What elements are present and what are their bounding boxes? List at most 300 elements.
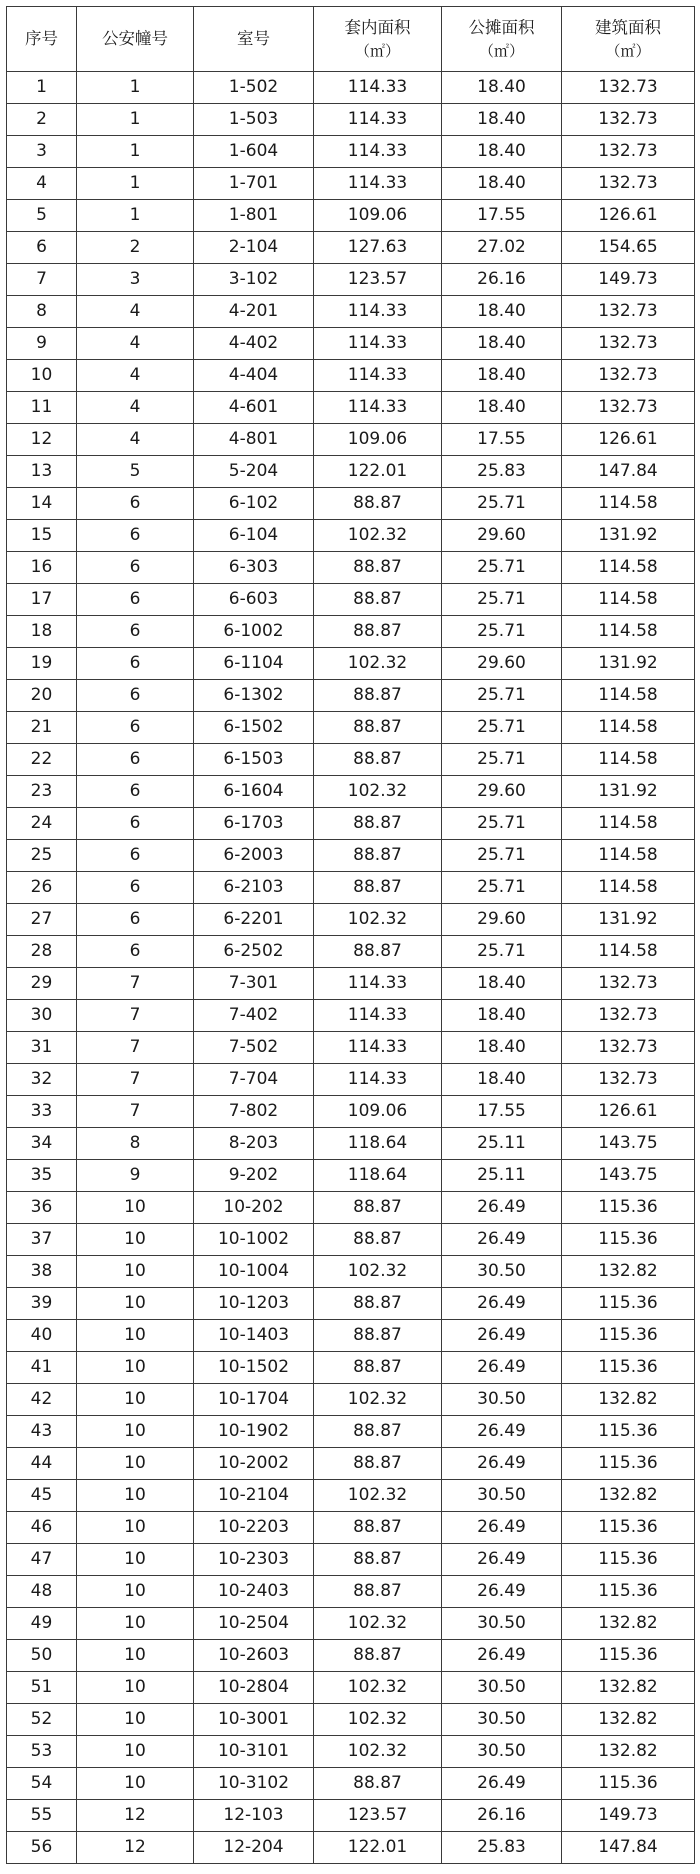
cell-serial-number: 2 — [7, 104, 77, 136]
cell-room-number: 5-204 — [194, 456, 314, 488]
table-row — [7, 584, 695, 616]
cell-room-number: 6-1502 — [194, 712, 314, 744]
cell-serial-number: 24 — [7, 808, 77, 840]
table-row — [7, 168, 695, 200]
cell-inner-area: 114.33 — [314, 392, 442, 424]
cell-serial-number: 3 — [7, 136, 77, 168]
cell-building-number: 12 — [77, 1832, 194, 1864]
cell-building-number: 10 — [77, 1704, 194, 1736]
cell-building-area: 115.36 — [562, 1576, 695, 1608]
cell-building-number: 6 — [77, 776, 194, 808]
table-row — [7, 840, 695, 872]
cell-serial-number: 1 — [7, 72, 77, 104]
cell-shared-area: 26.49 — [442, 1448, 562, 1480]
cell-shared-area: 26.49 — [442, 1352, 562, 1384]
cell-serial-number: 9 — [7, 328, 77, 360]
cell-inner-area: 88.87 — [314, 1448, 442, 1480]
cell-room-number: 7-402 — [194, 1000, 314, 1032]
table-row — [7, 1640, 695, 1672]
cell-building-number: 4 — [77, 328, 194, 360]
cell-building-area: 114.58 — [562, 488, 695, 520]
cell-room-number: 10-2203 — [194, 1512, 314, 1544]
cell-shared-area: 25.71 — [442, 616, 562, 648]
cell-room-number: 4-404 — [194, 360, 314, 392]
header-label: 公安幢号 — [102, 29, 168, 48]
cell-room-number: 4-801 — [194, 424, 314, 456]
cell-shared-area: 26.16 — [442, 264, 562, 296]
cell-inner-area: 118.64 — [314, 1128, 442, 1160]
cell-building-area: 131.92 — [562, 520, 695, 552]
cell-shared-area: 30.50 — [442, 1608, 562, 1640]
cell-serial-number: 36 — [7, 1192, 77, 1224]
cell-shared-area: 17.55 — [442, 424, 562, 456]
cell-serial-number: 52 — [7, 1704, 77, 1736]
cell-inner-area: 88.87 — [314, 1640, 442, 1672]
cell-inner-area: 122.01 — [314, 1832, 442, 1864]
header-shared-area — [442, 7, 562, 72]
cell-shared-area: 26.16 — [442, 1800, 562, 1832]
table-row — [7, 1320, 695, 1352]
table-row — [7, 1768, 695, 1800]
table-row — [7, 104, 695, 136]
cell-shared-area: 18.40 — [442, 392, 562, 424]
cell-shared-area: 25.71 — [442, 712, 562, 744]
cell-shared-area: 26.49 — [442, 1576, 562, 1608]
cell-shared-area: 18.40 — [442, 72, 562, 104]
cell-inner-area: 88.87 — [314, 1224, 442, 1256]
cell-room-number: 10-2403 — [194, 1576, 314, 1608]
cell-inner-area: 114.33 — [314, 104, 442, 136]
cell-room-number: 2-104 — [194, 232, 314, 264]
cell-building-number: 6 — [77, 936, 194, 968]
table-row — [7, 72, 695, 104]
cell-building-area: 115.36 — [562, 1416, 695, 1448]
cell-inner-area: 102.32 — [314, 520, 442, 552]
cell-serial-number: 44 — [7, 1448, 77, 1480]
cell-building-number: 7 — [77, 1096, 194, 1128]
cell-building-area: 114.58 — [562, 936, 695, 968]
table-row — [7, 872, 695, 904]
cell-room-number: 6-1002 — [194, 616, 314, 648]
cell-building-number: 4 — [77, 360, 194, 392]
cell-shared-area: 26.49 — [442, 1416, 562, 1448]
cell-building-number: 10 — [77, 1544, 194, 1576]
cell-room-number: 7-802 — [194, 1096, 314, 1128]
cell-building-number: 10 — [77, 1352, 194, 1384]
cell-building-area: 131.92 — [562, 776, 695, 808]
cell-serial-number: 55 — [7, 1800, 77, 1832]
cell-inner-area: 88.87 — [314, 808, 442, 840]
cell-room-number: 10-1004 — [194, 1256, 314, 1288]
cell-room-number: 10-3001 — [194, 1704, 314, 1736]
table-row — [7, 1832, 695, 1864]
cell-shared-area: 30.50 — [442, 1256, 562, 1288]
cell-serial-number: 53 — [7, 1736, 77, 1768]
cell-building-area: 114.58 — [562, 808, 695, 840]
cell-shared-area: 25.71 — [442, 808, 562, 840]
cell-room-number: 6-104 — [194, 520, 314, 552]
cell-building-number: 10 — [77, 1320, 194, 1352]
cell-building-number: 6 — [77, 616, 194, 648]
cell-shared-area: 29.60 — [442, 904, 562, 936]
cell-serial-number: 21 — [7, 712, 77, 744]
cell-shared-area: 26.49 — [442, 1288, 562, 1320]
header-building-area — [562, 7, 695, 72]
cell-room-number: 1-604 — [194, 136, 314, 168]
cell-building-area: 132.73 — [562, 328, 695, 360]
cell-inner-area: 88.87 — [314, 840, 442, 872]
table-row — [7, 1480, 695, 1512]
table-row — [7, 1064, 695, 1096]
cell-building-number: 10 — [77, 1256, 194, 1288]
cell-building-area: 115.36 — [562, 1768, 695, 1800]
cell-building-number: 9 — [77, 1160, 194, 1192]
cell-building-area: 132.73 — [562, 392, 695, 424]
table-row — [7, 808, 695, 840]
cell-shared-area: 18.40 — [442, 168, 562, 200]
cell-inner-area: 102.32 — [314, 1672, 442, 1704]
cell-room-number: 6-2003 — [194, 840, 314, 872]
cell-shared-area: 25.71 — [442, 488, 562, 520]
cell-building-area: 114.58 — [562, 872, 695, 904]
cell-inner-area: 88.87 — [314, 1288, 442, 1320]
cell-room-number: 6-2201 — [194, 904, 314, 936]
cell-inner-area: 102.32 — [314, 1256, 442, 1288]
cell-building-number: 10 — [77, 1288, 194, 1320]
cell-building-area: 126.61 — [562, 424, 695, 456]
cell-room-number: 3-102 — [194, 264, 314, 296]
cell-serial-number: 22 — [7, 744, 77, 776]
cell-room-number: 10-2104 — [194, 1480, 314, 1512]
cell-inner-area: 114.33 — [314, 72, 442, 104]
cell-room-number: 12-103 — [194, 1800, 314, 1832]
cell-building-number: 5 — [77, 456, 194, 488]
cell-building-number: 6 — [77, 488, 194, 520]
cell-building-number: 6 — [77, 584, 194, 616]
cell-serial-number: 28 — [7, 936, 77, 968]
cell-shared-area: 26.49 — [442, 1544, 562, 1576]
cell-serial-number: 32 — [7, 1064, 77, 1096]
table-row — [7, 1160, 695, 1192]
header-room-number — [194, 7, 314, 72]
cell-serial-number: 41 — [7, 1352, 77, 1384]
cell-shared-area: 17.55 — [442, 1096, 562, 1128]
cell-room-number: 4-601 — [194, 392, 314, 424]
cell-shared-area: 25.83 — [442, 456, 562, 488]
table-row — [7, 264, 695, 296]
cell-inner-area: 88.87 — [314, 1352, 442, 1384]
cell-inner-area: 88.87 — [314, 744, 442, 776]
cell-serial-number: 5 — [7, 200, 77, 232]
table-row — [7, 1288, 695, 1320]
cell-building-area: 114.58 — [562, 616, 695, 648]
cell-building-area: 132.73 — [562, 296, 695, 328]
cell-room-number: 10-1704 — [194, 1384, 314, 1416]
cell-building-number: 6 — [77, 808, 194, 840]
cell-building-area: 132.73 — [562, 1000, 695, 1032]
cell-shared-area: 25.71 — [442, 584, 562, 616]
header-label: 套内面积 — [344, 18, 411, 37]
cell-shared-area: 18.40 — [442, 1000, 562, 1032]
area-table — [6, 6, 695, 1864]
cell-building-area: 132.82 — [562, 1384, 695, 1416]
cell-serial-number: 11 — [7, 392, 77, 424]
cell-serial-number: 20 — [7, 680, 77, 712]
cell-building-number: 4 — [77, 392, 194, 424]
cell-building-number: 6 — [77, 520, 194, 552]
cell-building-number: 10 — [77, 1416, 194, 1448]
cell-room-number: 1-502 — [194, 72, 314, 104]
cell-shared-area: 25.11 — [442, 1128, 562, 1160]
cell-building-area: 132.73 — [562, 136, 695, 168]
table-row — [7, 1384, 695, 1416]
cell-inner-area: 88.87 — [314, 552, 442, 584]
cell-building-number: 10 — [77, 1480, 194, 1512]
cell-building-area: 114.58 — [562, 584, 695, 616]
cell-serial-number: 19 — [7, 648, 77, 680]
cell-serial-number: 46 — [7, 1512, 77, 1544]
cell-building-area: 114.58 — [562, 552, 695, 584]
cell-serial-number: 18 — [7, 616, 77, 648]
cell-building-number: 10 — [77, 1576, 194, 1608]
table-row — [7, 360, 695, 392]
cell-building-area: 132.73 — [562, 1032, 695, 1064]
cell-inner-area: 102.32 — [314, 1384, 442, 1416]
table-row — [7, 1032, 695, 1064]
cell-room-number: 6-603 — [194, 584, 314, 616]
cell-shared-area: 18.40 — [442, 296, 562, 328]
cell-room-number: 10-1002 — [194, 1224, 314, 1256]
cell-building-area: 154.65 — [562, 232, 695, 264]
cell-building-number: 10 — [77, 1224, 194, 1256]
cell-serial-number: 33 — [7, 1096, 77, 1128]
cell-serial-number: 56 — [7, 1832, 77, 1864]
cell-inner-area: 114.33 — [314, 1000, 442, 1032]
header-inner-area — [314, 7, 442, 72]
cell-inner-area: 102.32 — [314, 1704, 442, 1736]
table-row — [7, 1192, 695, 1224]
cell-inner-area: 118.64 — [314, 1160, 442, 1192]
table-row — [7, 648, 695, 680]
cell-room-number: 10-3101 — [194, 1736, 314, 1768]
cell-room-number: 6-1604 — [194, 776, 314, 808]
header-row — [7, 7, 695, 72]
cell-shared-area: 25.71 — [442, 936, 562, 968]
cell-serial-number: 6 — [7, 232, 77, 264]
table-row — [7, 1448, 695, 1480]
cell-room-number: 4-201 — [194, 296, 314, 328]
cell-room-number: 6-1104 — [194, 648, 314, 680]
cell-room-number: 7-301 — [194, 968, 314, 1000]
table-row — [7, 712, 695, 744]
header-building-number — [77, 7, 194, 72]
cell-inner-area: 114.33 — [314, 360, 442, 392]
cell-shared-area: 29.60 — [442, 520, 562, 552]
cell-serial-number: 30 — [7, 1000, 77, 1032]
cell-room-number: 10-1502 — [194, 1352, 314, 1384]
table-row — [7, 1224, 695, 1256]
cell-building-number: 12 — [77, 1800, 194, 1832]
table-row — [7, 904, 695, 936]
cell-building-number: 10 — [77, 1448, 194, 1480]
cell-building-number: 3 — [77, 264, 194, 296]
table-row — [7, 1128, 695, 1160]
table-row — [7, 1096, 695, 1128]
cell-inner-area: 88.87 — [314, 872, 442, 904]
cell-inner-area: 88.87 — [314, 1192, 442, 1224]
table-row — [7, 680, 695, 712]
cell-serial-number: 8 — [7, 296, 77, 328]
cell-building-area: 115.36 — [562, 1192, 695, 1224]
cell-shared-area: 25.83 — [442, 1832, 562, 1864]
cell-room-number: 9-202 — [194, 1160, 314, 1192]
cell-shared-area: 26.49 — [442, 1192, 562, 1224]
table-row — [7, 1544, 695, 1576]
cell-building-area: 132.73 — [562, 168, 695, 200]
cell-inner-area: 114.33 — [314, 968, 442, 1000]
table-row — [7, 1256, 695, 1288]
cell-shared-area: 30.50 — [442, 1672, 562, 1704]
header-label: 公摊面积 — [468, 18, 535, 37]
cell-room-number: 8-203 — [194, 1128, 314, 1160]
cell-room-number: 6-102 — [194, 488, 314, 520]
cell-room-number: 7-502 — [194, 1032, 314, 1064]
header-label: 序号 — [25, 29, 58, 48]
cell-shared-area: 26.49 — [442, 1640, 562, 1672]
cell-building-area: 132.73 — [562, 1064, 695, 1096]
cell-inner-area: 88.87 — [314, 936, 442, 968]
cell-shared-area: 30.50 — [442, 1480, 562, 1512]
cell-building-number: 6 — [77, 680, 194, 712]
cell-shared-area: 18.40 — [442, 136, 562, 168]
header-unit: （㎡） — [354, 42, 400, 60]
table-row — [7, 1416, 695, 1448]
cell-inner-area: 88.87 — [314, 1576, 442, 1608]
cell-building-number: 6 — [77, 744, 194, 776]
cell-inner-area: 122.01 — [314, 456, 442, 488]
cell-building-number: 7 — [77, 1064, 194, 1096]
cell-inner-area: 88.87 — [314, 1416, 442, 1448]
cell-serial-number: 35 — [7, 1160, 77, 1192]
cell-building-number: 6 — [77, 552, 194, 584]
cell-serial-number: 54 — [7, 1768, 77, 1800]
cell-shared-area: 25.71 — [442, 552, 562, 584]
table-row — [7, 744, 695, 776]
cell-building-area: 132.73 — [562, 968, 695, 1000]
cell-building-area: 126.61 — [562, 200, 695, 232]
cell-inner-area: 102.32 — [314, 1608, 442, 1640]
cell-building-area: 115.36 — [562, 1640, 695, 1672]
table-row — [7, 1672, 695, 1704]
cell-room-number: 6-303 — [194, 552, 314, 584]
cell-room-number: 6-2103 — [194, 872, 314, 904]
cell-serial-number: 37 — [7, 1224, 77, 1256]
cell-building-number: 6 — [77, 648, 194, 680]
cell-serial-number: 31 — [7, 1032, 77, 1064]
cell-building-number: 7 — [77, 1000, 194, 1032]
cell-building-area: 114.58 — [562, 680, 695, 712]
cell-inner-area: 88.87 — [314, 712, 442, 744]
cell-serial-number: 48 — [7, 1576, 77, 1608]
cell-inner-area: 88.87 — [314, 584, 442, 616]
cell-inner-area: 114.33 — [314, 136, 442, 168]
table-body — [7, 72, 695, 1864]
cell-serial-number: 26 — [7, 872, 77, 904]
cell-building-number: 6 — [77, 904, 194, 936]
cell-building-area: 131.92 — [562, 648, 695, 680]
cell-room-number: 10-2504 — [194, 1608, 314, 1640]
header-serial-number — [7, 7, 77, 72]
cell-building-number: 7 — [77, 1032, 194, 1064]
cell-serial-number: 13 — [7, 456, 77, 488]
cell-inner-area: 114.33 — [314, 1032, 442, 1064]
table-row — [7, 936, 695, 968]
table-row — [7, 328, 695, 360]
cell-serial-number: 23 — [7, 776, 77, 808]
cell-building-number: 2 — [77, 232, 194, 264]
cell-building-area: 114.58 — [562, 744, 695, 776]
cell-building-number: 6 — [77, 872, 194, 904]
cell-shared-area: 25.71 — [442, 872, 562, 904]
table-row — [7, 616, 695, 648]
cell-building-number: 6 — [77, 840, 194, 872]
cell-building-area: 115.36 — [562, 1352, 695, 1384]
cell-shared-area: 18.40 — [442, 1032, 562, 1064]
table-row — [7, 1000, 695, 1032]
cell-building-area: 149.73 — [562, 1800, 695, 1832]
header-unit: （㎡） — [478, 42, 524, 60]
cell-shared-area: 25.71 — [442, 744, 562, 776]
cell-building-area: 114.58 — [562, 840, 695, 872]
cell-shared-area: 25.71 — [442, 840, 562, 872]
cell-room-number: 10-202 — [194, 1192, 314, 1224]
cell-serial-number: 16 — [7, 552, 77, 584]
cell-serial-number: 51 — [7, 1672, 77, 1704]
cell-inner-area: 127.63 — [314, 232, 442, 264]
header-label: 建筑面积 — [595, 18, 661, 37]
cell-inner-area: 123.57 — [314, 1800, 442, 1832]
cell-inner-area: 109.06 — [314, 200, 442, 232]
cell-serial-number: 27 — [7, 904, 77, 936]
table-row — [7, 232, 695, 264]
cell-room-number: 10-3102 — [194, 1768, 314, 1800]
cell-building-area: 132.82 — [562, 1736, 695, 1768]
cell-inner-area: 102.32 — [314, 1736, 442, 1768]
cell-building-number: 10 — [77, 1736, 194, 1768]
cell-serial-number: 14 — [7, 488, 77, 520]
cell-serial-number: 40 — [7, 1320, 77, 1352]
cell-room-number: 10-2804 — [194, 1672, 314, 1704]
cell-building-number: 10 — [77, 1768, 194, 1800]
cell-inner-area: 102.32 — [314, 776, 442, 808]
cell-serial-number: 15 — [7, 520, 77, 552]
table-header — [7, 7, 695, 72]
cell-serial-number: 42 — [7, 1384, 77, 1416]
cell-inner-area: 88.87 — [314, 680, 442, 712]
table-row — [7, 520, 695, 552]
cell-room-number: 6-1703 — [194, 808, 314, 840]
cell-room-number: 12-204 — [194, 1832, 314, 1864]
cell-building-area: 126.61 — [562, 1096, 695, 1128]
cell-building-number: 7 — [77, 968, 194, 1000]
cell-shared-area: 30.50 — [442, 1736, 562, 1768]
table-row — [7, 136, 695, 168]
cell-inner-area: 114.33 — [314, 1064, 442, 1096]
cell-shared-area: 18.40 — [442, 104, 562, 136]
table-row — [7, 200, 695, 232]
cell-inner-area: 88.87 — [314, 488, 442, 520]
cell-building-number: 1 — [77, 200, 194, 232]
